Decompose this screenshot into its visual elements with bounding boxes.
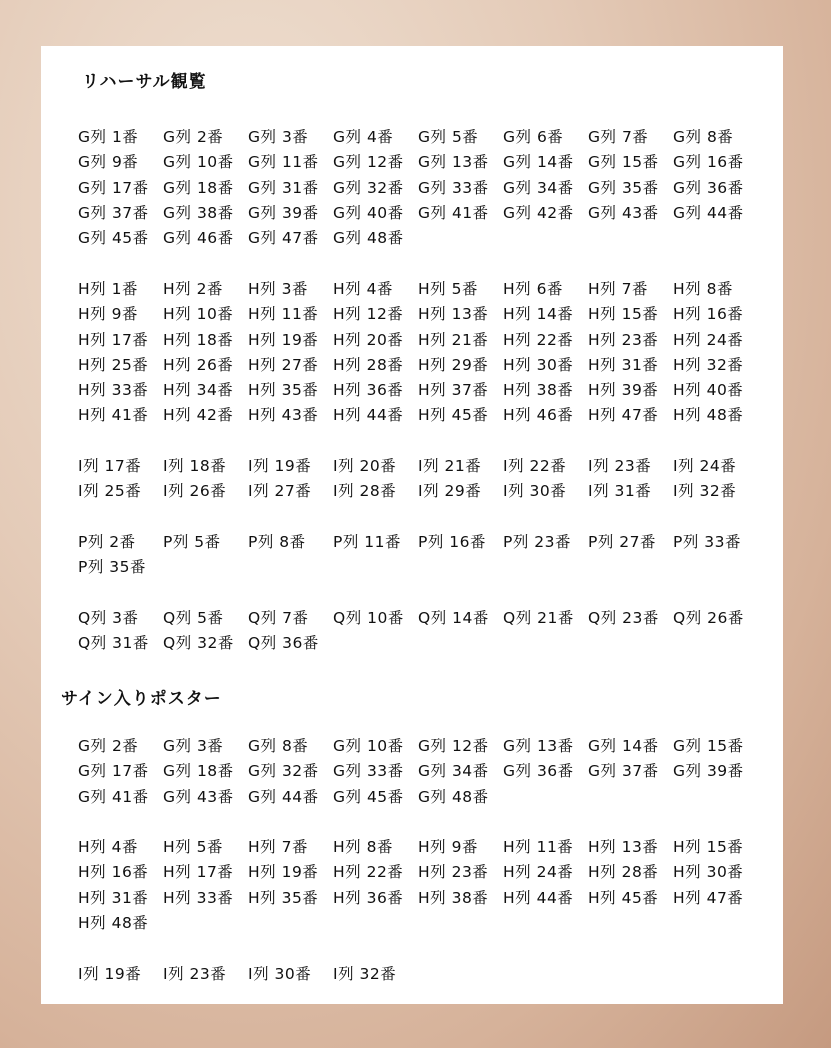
seat-entry: H列 4番	[333, 280, 393, 298]
seat-entry: G列 14番	[503, 153, 574, 172]
seat-entry: H列 31番	[78, 888, 149, 907]
seat-row	[78, 860, 758, 885]
seat-entry: G列 1番	[78, 128, 139, 146]
seat-entry: H列 46番	[503, 406, 574, 425]
seat-entry: H列 18番	[163, 330, 234, 349]
seat-entry: H列 44番	[333, 406, 404, 425]
seat-entry: G列 4番	[333, 128, 394, 146]
seat-entry: H列 17番	[163, 863, 234, 882]
seat-entry: H列 23番	[588, 330, 659, 349]
seat-group-rehearsal-h	[78, 277, 758, 429]
seat-entry: G列 37番	[78, 203, 149, 222]
seat-entry: I列 21番	[418, 457, 482, 475]
seat-entry: H列 25番	[78, 355, 149, 374]
seat-row	[78, 353, 758, 378]
seat-group-poster-g	[78, 734, 758, 810]
seat-entry: I列 23番	[588, 457, 652, 475]
seat-entry: H列 24番	[673, 330, 744, 349]
seat-entry: G列 48番	[418, 787, 489, 806]
seat-row	[78, 555, 758, 580]
seat-entry: H列 15番	[588, 305, 659, 324]
seat-entry: G列 10番	[163, 153, 234, 172]
seat-entry: G列 45番	[333, 787, 404, 806]
seat-entry: G列 2番	[163, 128, 224, 146]
seat-entry: G列 44番	[673, 203, 744, 222]
seat-entry: G列 40番	[333, 203, 404, 222]
seat-entry: P列 16番	[418, 533, 486, 551]
seat-entry: G列 13番	[503, 737, 574, 755]
seat-entry: H列 22番	[333, 863, 404, 882]
seat-entry: I列 31番	[588, 482, 652, 501]
seat-entry: H列 35番	[248, 888, 319, 907]
seat-entry: G列 12番	[333, 153, 404, 172]
seat-entry: H列 6番	[503, 280, 563, 298]
seat-entry: G列 41番	[418, 203, 489, 222]
seat-entry: G列 35番	[588, 178, 659, 197]
seat-entry: G列 9番	[78, 153, 139, 172]
seat-entry: G列 47番	[248, 229, 319, 248]
seat-entry: H列 32番	[673, 355, 744, 374]
seat-entry: G列 41番	[78, 787, 149, 806]
seat-entry: I列 19番	[78, 965, 142, 983]
seat-entry: G列 42番	[503, 203, 574, 222]
seat-group-poster-i	[78, 962, 418, 987]
seat-entry: H列 8番	[673, 280, 733, 298]
seat-entry: H列 7番	[248, 838, 308, 856]
seat-entry: G列 13番	[418, 153, 489, 172]
seat-entry: H列 48番	[673, 406, 744, 425]
seat-entry: H列 19番	[248, 330, 319, 349]
seat-entry: H列 30番	[673, 863, 744, 882]
seat-entry: H列 38番	[418, 888, 489, 907]
seat-entry: Q列 32番	[163, 634, 234, 653]
seat-entry: Q列 10番	[333, 609, 404, 627]
seat-entry: I列 26番	[163, 482, 227, 501]
seat-entry: G列 43番	[588, 203, 659, 222]
seat-entry: G列 34番	[503, 178, 574, 197]
seat-entry: G列 5番	[418, 128, 479, 146]
seat-entry: H列 16番	[78, 863, 149, 882]
seat-row	[78, 226, 758, 251]
seat-entry: H列 11番	[503, 838, 574, 856]
seat-entry: G列 3番	[248, 128, 309, 146]
seat-group-rehearsal-p	[78, 530, 758, 581]
seat-entry: H列 27番	[248, 355, 319, 374]
seat-entry: G列 14番	[588, 737, 659, 755]
seat-row	[78, 454, 758, 479]
seat-entry: H列 38番	[503, 381, 574, 400]
seat-entry: I列 23番	[163, 965, 227, 983]
seat-entry: H列 40番	[673, 381, 744, 400]
seat-entry: H列 26番	[163, 355, 234, 374]
seat-entry: G列 32番	[248, 762, 319, 781]
seat-row	[78, 403, 758, 428]
seat-entry: G列 43番	[163, 787, 234, 806]
seat-entry: G列 37番	[588, 762, 659, 781]
seat-entry: H列 21番	[418, 330, 489, 349]
seat-entry: G列 36番	[673, 178, 744, 197]
seat-row	[78, 479, 758, 504]
seat-entry: P列 35番	[78, 558, 146, 577]
seat-entry: H列 24番	[503, 863, 574, 882]
seat-entry: G列 7番	[588, 128, 649, 146]
seat-entry: H列 33番	[78, 381, 149, 400]
seat-row	[78, 962, 418, 987]
seat-entry: G列 12番	[418, 737, 489, 755]
seat-entry: H列 37番	[418, 381, 489, 400]
seat-group-poster-h	[78, 835, 758, 936]
seat-entry: H列 5番	[418, 280, 478, 298]
seat-entry: G列 15番	[673, 737, 744, 755]
seat-row	[78, 606, 758, 631]
seat-entry: G列 33番	[418, 178, 489, 197]
seat-entry: H列 13番	[418, 305, 489, 324]
seat-entry: H列 2番	[163, 280, 223, 298]
seat-entry: H列 1番	[78, 280, 138, 298]
seat-entry: I列 30番	[503, 482, 567, 501]
seat-entry: I列 20番	[333, 457, 397, 475]
seat-entry: Q列 14番	[418, 609, 489, 627]
seat-entry: H列 16番	[673, 305, 744, 324]
seat-entry: P列 27番	[588, 533, 656, 551]
seat-entry: H列 42番	[163, 406, 234, 425]
seat-entry: G列 33番	[333, 762, 404, 781]
seat-entry: H列 3番	[248, 280, 308, 298]
seat-entry: Q列 7番	[248, 609, 309, 627]
seat-entry: I列 32番	[673, 482, 737, 501]
seat-entry: H列 30番	[503, 355, 574, 374]
seat-entry: H列 39番	[588, 381, 659, 400]
seat-entry: H列 45番	[418, 406, 489, 425]
seat-entry: H列 7番	[588, 280, 648, 298]
seat-entry: G列 8番	[248, 737, 309, 755]
seat-entry: P列 23番	[503, 533, 571, 551]
seat-entry: H列 36番	[333, 381, 404, 400]
seat-entry: G列 16番	[673, 153, 744, 172]
seat-row	[78, 886, 758, 911]
seat-entry: H列 13番	[588, 838, 659, 856]
seat-entry: H列 12番	[333, 305, 404, 324]
seat-entry: Q列 21番	[503, 609, 574, 627]
seat-group-rehearsal-i	[78, 454, 758, 505]
seat-entry: G列 3番	[163, 737, 224, 755]
seat-entry: H列 9番	[418, 838, 478, 856]
seat-entry: H列 14番	[503, 305, 574, 324]
seat-row	[78, 785, 758, 810]
seat-entry: Q列 23番	[588, 609, 659, 627]
seat-entry: G列 11番	[248, 153, 319, 172]
seat-entry: P列 8番	[248, 533, 306, 551]
seat-row	[78, 176, 758, 201]
seat-entry: G列 34番	[418, 762, 489, 781]
seat-row	[78, 835, 758, 860]
seat-row	[78, 378, 758, 403]
seat-entry: P列 11番	[333, 533, 401, 551]
seat-entry: G列 6番	[503, 128, 564, 146]
seat-entry: H列 11番	[248, 305, 319, 324]
seat-entry: G列 32番	[333, 178, 404, 197]
seat-list-sheet	[41, 46, 783, 1004]
seat-row	[78, 302, 758, 327]
seat-row	[78, 201, 758, 226]
seat-entry: H列 48番	[78, 913, 149, 932]
seat-entry: I列 29番	[418, 482, 482, 501]
seat-entry: H列 44番	[503, 888, 574, 907]
seat-entry: H列 45番	[588, 888, 659, 907]
seat-entry: H列 29番	[418, 355, 489, 374]
seat-entry: H列 34番	[163, 381, 234, 400]
seat-entry: G列 2番	[78, 737, 139, 755]
seat-entry: H列 9番	[78, 305, 138, 324]
seat-entry: H列 36番	[333, 888, 404, 907]
seat-group-rehearsal-g	[78, 125, 758, 251]
seat-entry: H列 17番	[78, 330, 149, 349]
seat-entry: H列 47番	[673, 888, 744, 907]
seat-entry: G列 38番	[163, 203, 234, 222]
seat-entry: H列 5番	[163, 838, 223, 856]
seat-row	[78, 734, 758, 759]
seat-entry: Q列 31番	[78, 634, 149, 653]
seat-entry: H列 19番	[248, 863, 319, 882]
seat-row	[78, 328, 758, 353]
seat-entry: Q列 3番	[78, 609, 139, 627]
seat-entry: I列 17番	[78, 457, 142, 475]
seat-entry: I列 28番	[333, 482, 397, 501]
seat-entry: Q列 36番	[248, 634, 319, 653]
seat-entry: G列 10番	[333, 737, 404, 755]
seat-entry: G列 45番	[78, 229, 149, 248]
seat-entry: H列 22番	[503, 330, 574, 349]
section-title-signed-poster: サイン入りポスター	[61, 689, 222, 709]
seat-entry: G列 39番	[673, 762, 744, 781]
seat-entry: H列 10番	[163, 305, 234, 324]
seat-entry: G列 15番	[588, 153, 659, 172]
seat-entry: Q列 5番	[163, 609, 224, 627]
seat-row	[78, 530, 758, 555]
seat-entry: H列 20番	[333, 330, 404, 349]
seat-entry: H列 33番	[163, 888, 234, 907]
seat-entry: I列 19番	[248, 457, 312, 475]
seat-entry: H列 35番	[248, 381, 319, 400]
seat-row	[78, 631, 758, 656]
seat-entry: G列 17番	[78, 762, 149, 781]
seat-row	[78, 125, 758, 150]
seat-entry: H列 23番	[418, 863, 489, 882]
seat-entry: H列 28番	[588, 863, 659, 882]
seat-entry: I列 24番	[673, 457, 737, 475]
seat-entry: I列 32番	[333, 965, 397, 983]
seat-entry: G列 36番	[503, 762, 574, 781]
seat-group-rehearsal-q	[78, 606, 758, 657]
seat-entry: G列 18番	[163, 762, 234, 781]
seat-entry: H列 8番	[333, 838, 393, 856]
seat-entry: Q列 26番	[673, 609, 744, 627]
seat-entry: I列 25番	[78, 482, 142, 501]
seat-row	[78, 150, 758, 175]
seat-entry: P列 33番	[673, 533, 741, 551]
seat-entry: G列 44番	[248, 787, 319, 806]
section-title-rehearsal: リハーサル観覧	[82, 72, 207, 92]
seat-entry: G列 48番	[333, 229, 404, 248]
seat-entry: I列 18番	[163, 457, 227, 475]
seat-entry: G列 46番	[163, 229, 234, 248]
seat-entry: G列 39番	[248, 203, 319, 222]
seat-entry: H列 4番	[78, 838, 138, 856]
seat-entry: H列 31番	[588, 355, 659, 374]
seat-entry: H列 41番	[78, 406, 149, 425]
seat-entry: I列 30番	[248, 965, 312, 983]
seat-entry: H列 47番	[588, 406, 659, 425]
seat-entry: H列 15番	[673, 838, 744, 856]
seat-entry: G列 8番	[673, 128, 734, 146]
seat-entry: G列 17番	[78, 178, 149, 197]
seat-entry: H列 28番	[333, 355, 404, 374]
seat-entry: P列 5番	[163, 533, 221, 551]
seat-row	[78, 277, 758, 302]
seat-row	[78, 759, 758, 784]
seat-entry: P列 2番	[78, 533, 136, 551]
seat-entry: H列 43番	[248, 406, 319, 425]
seat-row	[78, 911, 758, 936]
seat-entry: G列 31番	[248, 178, 319, 197]
seat-entry: I列 22番	[503, 457, 567, 475]
seat-entry: I列 27番	[248, 482, 312, 501]
seat-entry: G列 18番	[163, 178, 234, 197]
